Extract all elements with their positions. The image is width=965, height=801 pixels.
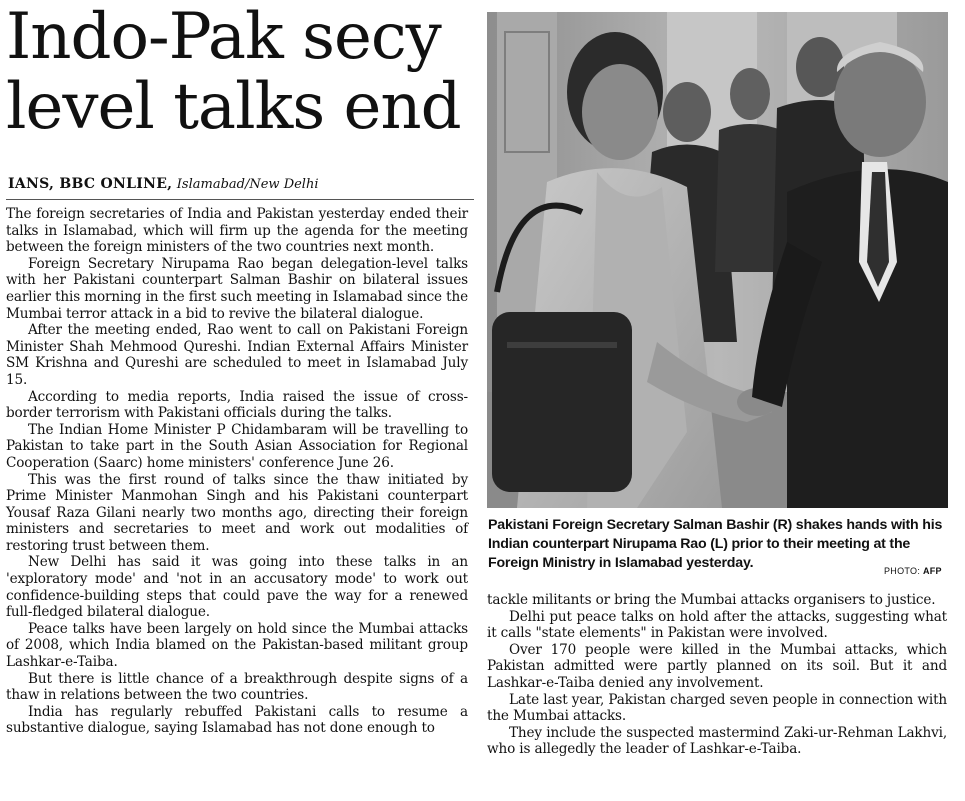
headline <box>6 2 476 142</box>
article-column-left <box>6 206 468 737</box>
article-paragraph: New Delhi has said it was going into these talks in an 'exploratory mode' and 'not in an accusatory mode' to work out confidence-building steps that could pave the way for a renewed full-fledged bilateral dialogue. <box>6 554 468 621</box>
article-column-right <box>487 592 947 758</box>
article-paragraph: They include the suspected mastermind Zaki-ur-Rehman Lakhvi, who is allegedly the leader of Lashkar-e-Taiba. <box>487 724 947 758</box>
article-paragraph: Late last year, Pakistan charged seven people in connection with the Mumbai attacks. <box>487 691 947 725</box>
article-paragraph: Foreign Secretary Nirupama Rao began delegation-level talks with her Pakistani counterpart Salman Bashir on bilateral issues earlier this morning in the first such meeting in Islamabad since the Mumbai terror attack in a bid to revive the bilateral dialogue. <box>6 255 468 322</box>
article-paragraph: Over 170 people were killed in the Mumbai attacks, which Pakistan admitted were partly planned on its soil. But it and Lashkar-e-Taiba denied any involvement. <box>487 641 947 691</box>
article-paragraph: This was the first round of talks since the thaw initiated by Prime Minister Manmohan Singh and his Pakistani counterpart Yousaf Raza Gilani nearly two months ago, directing their foreign ministers and secretaries to meet and work out modalities of restoring trust between them. <box>6 471 468 554</box>
photo-credit-label: PHOTO: <box>884 566 921 576</box>
article-paragraph: Delhi put peace talks on hold after the attacks, suggesting what it calls "state elements" in Pakistan were involved. <box>487 608 947 642</box>
article-paragraph: India has regularly rebuffed Pakistani calls to resume a substantive dialogue, saying Islamabad has not done enough to <box>6 703 468 737</box>
article-paragraph: Peace talks have been largely on hold since the Mumbai attacks of 2008, which India blamed on the Pakistan-based militant group Lashkar-e-Taiba. <box>6 620 468 671</box>
byline-divider <box>6 199 474 200</box>
article-paragraph: But there is little chance of a breakthrough despite signs of a thaw in relations between the two countries. <box>6 670 468 704</box>
photo-caption: Pakistani Foreign Secretary Salman Bashir (R) shakes hands with his Indian counterpart Nirupama Rao (L) prior to their meeting at the Foreign Ministry in Islamabad yesterday. <box>488 517 943 571</box>
article-paragraph: tackle militants or bring the Mumbai attacks organisers to justice. <box>487 592 936 608</box>
article-paragraph: According to media reports, India raised the issue of cross-border terrorism with Pakistani officials during the talks. <box>6 388 468 422</box>
article-paragraph: After the meeting ended, Rao went to call on Pakistani Foreign Minister Shah Mehmood Qureshi. Indian External Affairs Minister SM Krishna and Qureshi are scheduled to meet in Islamabad July 15. <box>6 322 468 388</box>
news-photo <box>487 12 948 508</box>
photo-credit-agency: AFP <box>922 566 942 576</box>
article-paragraph: The Indian Home Minister P Chidambaram will be travelling to Pakistan to take part in the South Asian Association for Regional Cooperation (Saarc) home ministers' conference June 26. <box>6 421 468 471</box>
byline-location: Islamabad/New Delhi <box>176 177 319 192</box>
headline-line-1: Indo-Pak secy <box>6 0 441 74</box>
headline-line-2: level talks end <box>6 70 461 144</box>
handshake-photo-illustration <box>487 12 948 508</box>
photo-credit <box>884 566 942 576</box>
byline-source: IANS, BBC ONLINE, <box>8 176 173 192</box>
article-paragraph: The foreign secretaries of India and Pakistan yesterday ended their talks in Islamabad, which will firm up the agenda for the meeting between the foreign ministers of the two countries next month. <box>6 206 468 256</box>
byline <box>8 176 478 193</box>
